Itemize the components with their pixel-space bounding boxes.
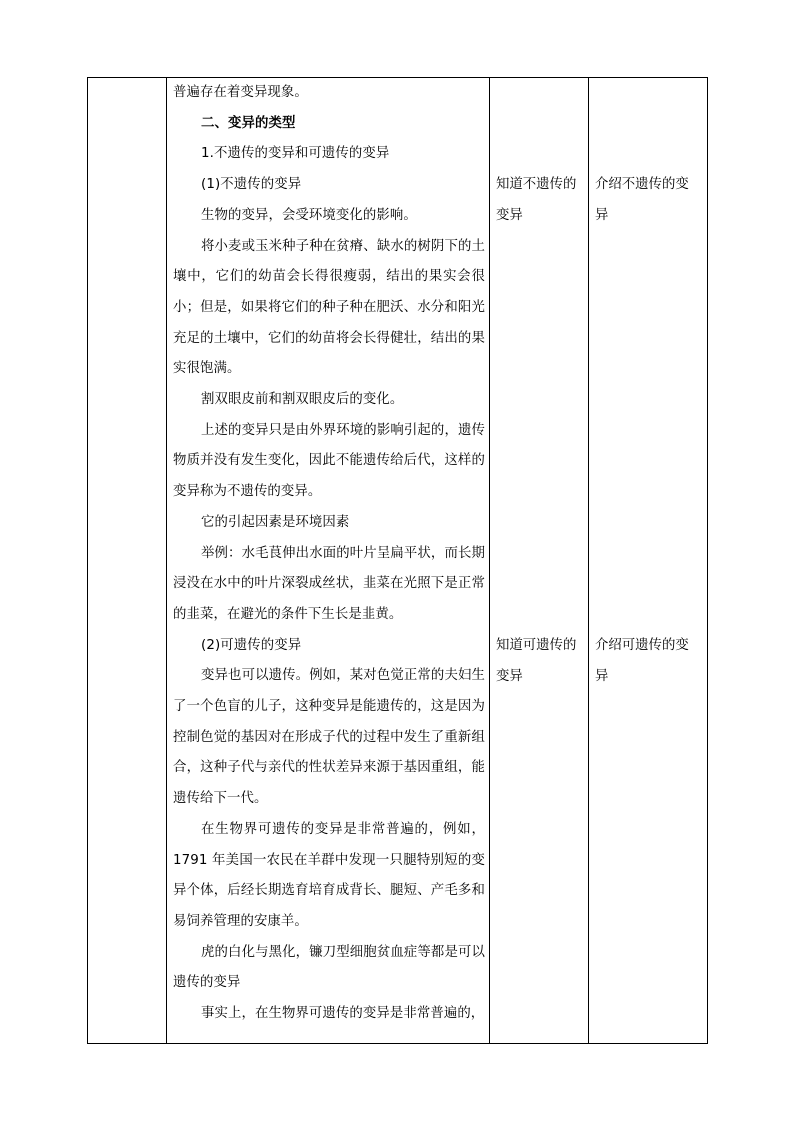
- teacher-activity-cell: [589, 78, 708, 1044]
- teacher-activity-2: 介绍可遗传的变异: [595, 638, 689, 685]
- student-activity-2: 知道可遗传的变异: [496, 638, 577, 685]
- paragraph: 事实上，在生物界可遗传的变异是非常普遍的，: [201, 1006, 485, 1022]
- paragraph: 生物的变异，会受环境变化的影响。: [201, 207, 417, 223]
- paragraph: 将小麦或玉米种子种在贫瘠、缺水的树阴下的土壤中，它们的幼苗会长得很瘦弱，结出的果实会很小；但是，如果将它们的种子种在肥沃、水分和阳光充足的土壤中，它们的幼苗将会长得健壮，结出的果实很饱满。: [173, 238, 485, 377]
- paragraph: 变异也可以遗传。例如，某对色觉正常的夫妇生了一个色盲的儿子，这种变异是能遗传的，这是因为控制色觉的基因对在形成子代的过程中发生了重新组合，这种子代与亲代的性状差异来源于基因重组，能遗传给下一代。: [173, 668, 485, 807]
- paragraph: 它的引起因素是环境因素: [201, 514, 350, 530]
- paragraph: (2)可遗传的变异: [201, 637, 302, 653]
- section-heading: 二、变异的类型: [201, 115, 296, 131]
- empty-cell: [88, 78, 167, 1044]
- student-activity-cell: [490, 78, 589, 1044]
- lesson-content: [167, 78, 489, 1043]
- paragraph: 割双眼皮前和割双眼皮后的变化。: [201, 392, 404, 408]
- teacher-activity-1: 介绍不遗传的变异: [595, 177, 689, 223]
- paragraph: 上述的变异只是由外界环境的影响引起的，遗传物质并没有发生变化，因此不能遗传给后代，这样的变异称为不遗传的变异。: [173, 422, 485, 500]
- paragraph: 普遍存在着变异现象。: [173, 85, 308, 100]
- student-activity-1: 知道不遗传的变异: [496, 177, 577, 223]
- paragraph: 1.不遗传的变异和可遗传的变异: [201, 146, 390, 162]
- paragraph: 虎的白化与黑化，镰刀型细胞贫血症等都是可以遗传的变异: [173, 944, 485, 991]
- paragraph: (1)不遗传的变异: [201, 177, 302, 193]
- lesson-table: [87, 77, 708, 1044]
- paragraph: 举例：水毛茛伸出水面的叶片呈扁平状，而长期浸没在水中的叶片深裂成丝状，韭菜在光照下是正常的韭菜，在避光的条件下生长是韭黄。: [173, 545, 485, 622]
- paragraph: 在生物界可遗传的变异是非常普遍的，例如，1791 年美国一农民在羊群中发现一只腿特别短的变异个体，后经长期选育培育成背长、腿短、产毛多和易饲养管理的安康羊。: [173, 821, 485, 929]
- content-cell: [167, 78, 490, 1044]
- table-row: [88, 78, 708, 1044]
